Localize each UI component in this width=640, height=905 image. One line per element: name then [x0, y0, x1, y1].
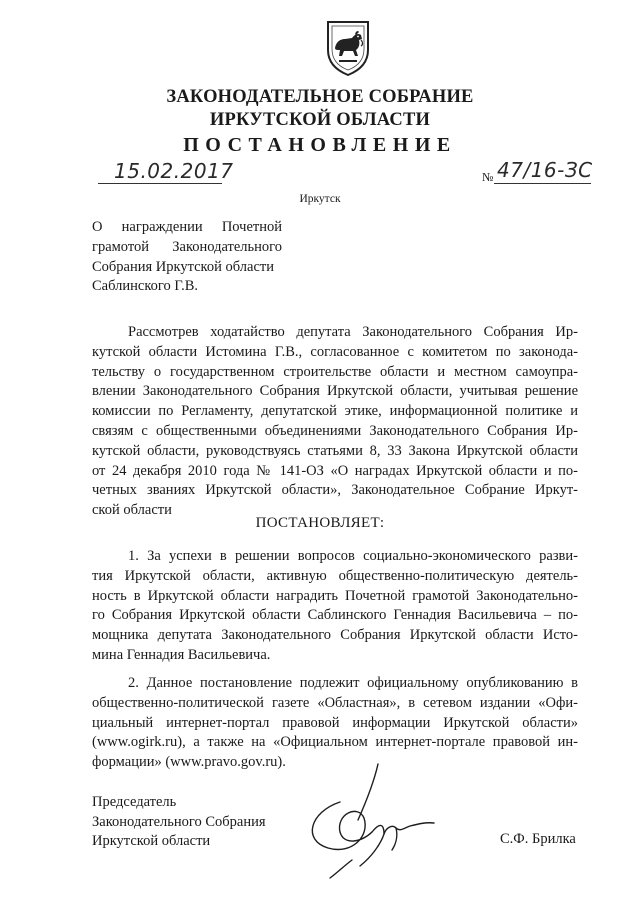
text-line: ность в Иркутской области наградить Почетной грамотой Законодательно-: [92, 587, 578, 604]
text-line: кутской области, руководствуясь статьями 8, 33 Закона Иркутской области: [92, 442, 578, 459]
signatory-title-line: Председатель: [92, 794, 177, 810]
clause-1: [92, 547, 578, 666]
number-underline: [494, 183, 591, 184]
document-number: 47/16-ЗС: [497, 158, 593, 182]
number-sign: №: [482, 170, 494, 184]
text-line: связям с общественными объединениями Законодательного Собрания Ир-: [92, 422, 578, 439]
text-line: Рассмотрев ходатайство депутата Законодательного Собрания Ир-: [128, 324, 578, 340]
text-line: (www.ogirk.ru), а также на «Официальном интернет-портале правовой ин-: [92, 734, 578, 751]
subject-line: Саблинского Г.В.: [92, 278, 199, 295]
organization-name-line2: ИРКУТСКОЙ ОБЛАСТИ: [209, 110, 431, 130]
text-line: тия Иркутской области, активную общественно-политическую деятель-: [92, 567, 578, 584]
text-line: циальный интернет-портал правовой информации Иркутской области»: [92, 714, 578, 731]
resolve-heading: ПОСТАНОВЛЯЕТ:: [255, 515, 385, 531]
signatory-title: [92, 793, 266, 852]
signatory-title-line: Законодательного Собрания: [92, 813, 266, 830]
subject-line: грамотой Законодательного: [92, 238, 282, 255]
clause-2: [92, 674, 578, 773]
date-underline: [98, 183, 222, 184]
text-line: влении Законодательного Собрания Иркутской области, учитывая решение: [92, 383, 578, 400]
text-line: формации» (www.pravo.gov.ru).: [92, 754, 286, 771]
text-line: 2. Данное постановление подлежит официальному опубликованию в: [128, 675, 578, 691]
text-line: мина Геннадия Васильевича.: [92, 646, 271, 663]
text-line: 1. За успехи в решении вопросов социально-экономического разви-: [128, 548, 578, 564]
text-line: четных званиях Иркутской области», Законодательное Собрание Иркут-: [92, 482, 578, 499]
text-line: тельству о государственном строительстве области и местном самоупра-: [92, 363, 578, 380]
document-date: 15.02.2017: [114, 159, 234, 183]
text-line: кутской области Истомина Г.В., согласованное с комитетом по законода-: [92, 343, 578, 360]
text-line: ской области: [92, 502, 172, 519]
city-name: Иркутск: [299, 193, 341, 205]
handwritten-signature-icon: [300, 762, 470, 882]
text-line: го Собрания Иркутской области Саблинского Геннадия Васильевича – по-: [92, 607, 578, 624]
preamble-paragraph: [92, 323, 578, 521]
text-line: комиссии по Регламенту, депутатской этике, информационной политике и: [92, 403, 578, 420]
text-line: от 24 декабря 2010 года № 141-ОЗ «О наградах Иркутской области и по-: [92, 462, 578, 479]
subject-line: Собрания Иркутской области: [92, 258, 274, 275]
signatory-title-line: Иркутской области: [92, 833, 211, 849]
text-line: общественно-политической газете «Областная», в сетевом издании «Офи-: [92, 694, 578, 711]
document-subject: [92, 218, 282, 297]
subject-line: О награждении Почетной: [92, 219, 282, 235]
signatory-name: С.Ф. Брилка: [500, 831, 576, 847]
coat-of-arms-icon: [325, 20, 371, 76]
organization-name-line1: ЗАКОНОДАТЕЛЬНОЕ СОБРАНИЕ: [166, 87, 474, 107]
document-type-title: ПОСТАНОВЛЕНИЕ: [183, 134, 457, 156]
text-line: мощника депутата Законодательного Собрания Иркутской области Исто-: [92, 627, 578, 644]
